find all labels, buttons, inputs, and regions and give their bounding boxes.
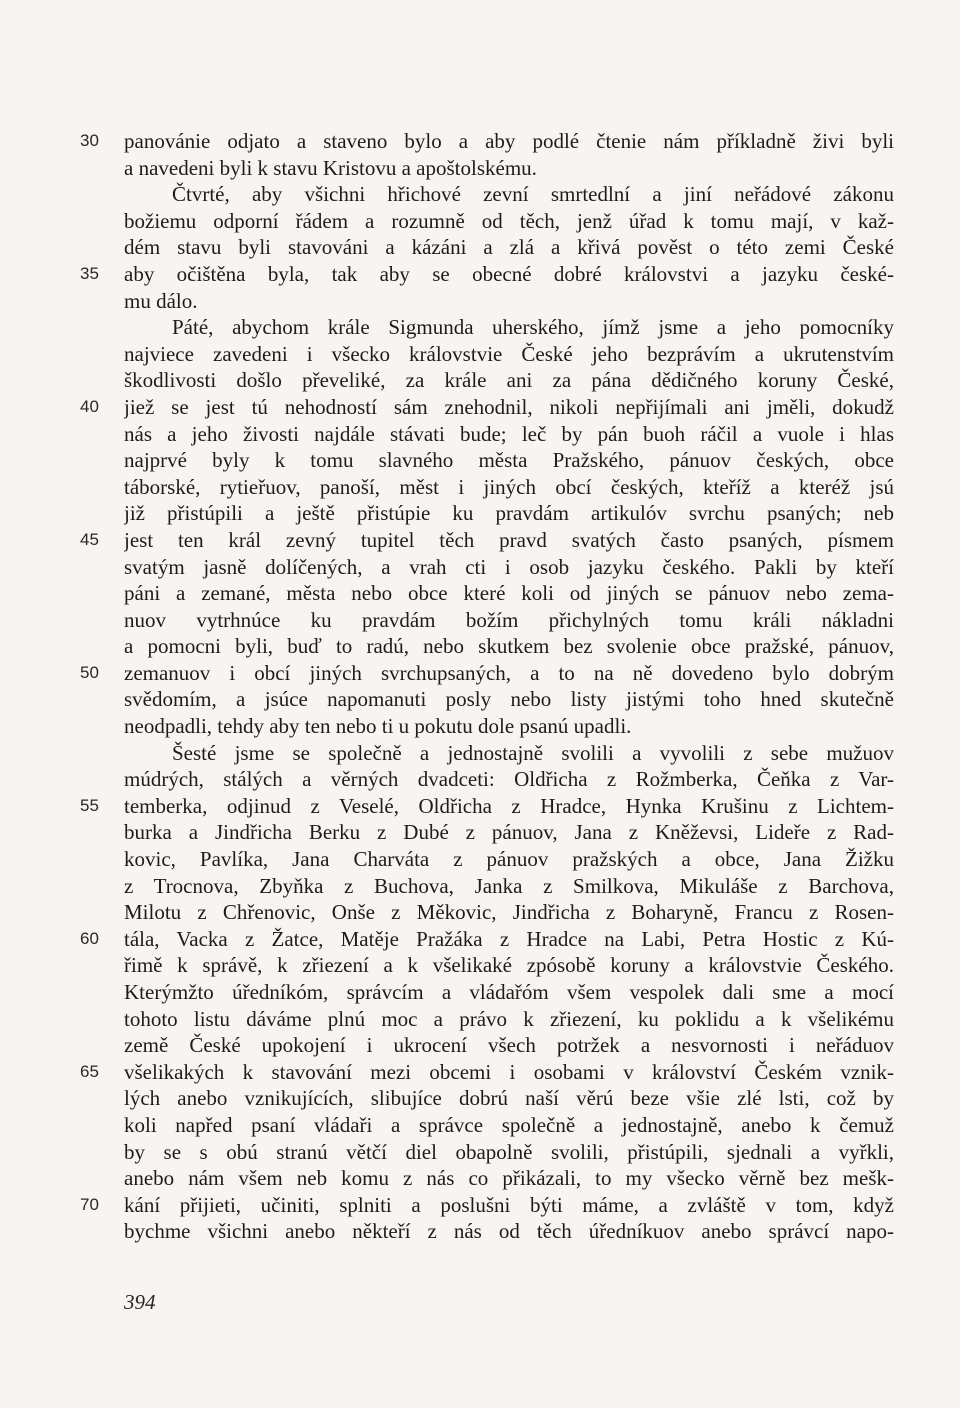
text-line: dém stavu byli stavováni a kázáni a zlá a křivá pověst o této zemi České [124,235,894,260]
text-line: burka a Jindřicha Berku z Dubé z pánuov, Jana z Kněževsi, Lideře z Rad- [124,820,894,845]
text-line: jest ten král zevný tupitel těch pravd svatých často psaných, písmem [124,527,894,552]
body-text [124,128,894,1245]
text-line: řimě k správě, k zřiezení a k všelikaké zpósobě koruny a královstvie Českého. [124,953,894,978]
text-line: temberka, odjinud z Veselé, Oldřicha z Hradce, Hynka Krušinu z Lichtem- [124,793,894,818]
text-line: kání přijieti, učiniti, splniti a poslušni býti máme, a zvláště v tom, když [124,1192,894,1217]
text-line: neodpadli, tehdy aby ten nebo ti u pokutu dole psanú upadli. [124,714,632,739]
text-line: svatým jasně dolíčených, a vrah cti i osob jazyku českého. Pakli by kteří [124,554,894,579]
text-line: škodlivosti došlo převeliké, za krále ani za pána dědičného koruny České, [124,368,894,393]
text-line: zemanuov i obcí jiných svrchupsaných, a to na ně dovedeno bylo dobrým [124,660,894,685]
line-number-55: 55 [80,796,99,815]
line-number-70: 70 [80,1195,99,1214]
text-line: táborské, rytieřuov, panoší, měst i jiných obcí českých, kteříž a kteréž jsú [124,474,894,499]
line-number-45: 45 [80,530,99,549]
text-line: svědomím, a jsúce napomanuti posly nebo listy jistými toho hned skutečně [124,687,894,712]
text-line: múdrých, stálých a věrných dvadceti: Oldřicha z Rožmberka, Čeňka z Var- [124,767,894,792]
text-line: země České upokojení i ukrocení všech potržek a nesvornosti i neřáduov [124,1033,894,1058]
text-line: anebo nám všem neb komu z nás co přikázali, to my všecko věrně bez mešk- [124,1166,894,1191]
text-line: lých anebo vznikujících, slibujíce dobrú naší věrú beze všie zlé lsti, což by [124,1086,894,1111]
text-line: najviece zavedeni i všecko královstvie České jeho bezprávím a ukrutenstvím [124,341,894,366]
text-line: kovic, Pavlíka, Jana Charváta z pánuov pražských a obce, Jana Žižku [124,847,894,872]
text-line: Šesté jsme se společně a jednostajně svolili a vyvolili z sebe mužuov [172,740,894,765]
text-line: páni a zemané, města nebo obce které koli od jiných se pánuov nebo zema- [124,581,894,606]
page-number: 394 [124,1290,156,1314]
text-line: tohoto listu dáváme plnú moc a právo k zřiezení, ku poklidu a k všelikému [124,1006,894,1031]
text-line: všelikakých k stavování mezi obcemi i osobami v království Českém vznik- [124,1059,894,1084]
text-line: a navedeni byli k stavu Kristovu a apoštolskému. [124,155,537,180]
text-line: mu dálo. [124,288,198,313]
text-line: aby očištěna byla, tak aby se obecné dobré královstvi a jazyku české- [124,261,894,286]
text-line: božiemu odporní řádem a rozumně od těch, jenž úřad k tomu mají, v kaž- [124,208,894,233]
line-number-60: 60 [80,929,99,948]
text-line: by se s obú stranú větčí diel obapolně svolili, přistúpili, sjednali a vyřkli, [124,1139,894,1164]
line-number-35: 35 [80,264,99,283]
text-line: a pomocni byli, buď to radú, nebo skutkem bez svolenie obce pražské, pánuov, [124,634,894,659]
line-number-50: 50 [80,663,99,682]
text-line: z Trocnova, Zbyňka z Buchova, Janka z Smilkova, Mikuláše z Barchova, [124,873,894,898]
text-line: již přistúpili a ještě přistúpie ku pravdám artikulóv svrchu psaných; neb [124,501,894,526]
text-line: Páté, abychom krále Sigmunda uherského, jímž jsme a jeho pomocníky [172,315,894,340]
line-number-65: 65 [80,1062,99,1081]
text-line: koli napřed psaní vládaři a správce společně a jednostajně, anebo k čemuž [124,1112,894,1137]
text-line: panovánie odjato a staveno bylo a aby podlé čtenie nám příkladně živi byli [124,129,894,153]
text-line: najprvé byly k tomu slavného města Pražského, pánuov českých, obce [124,448,894,473]
text-line: bychme všichni anebo někteří z nás od těch úředníkuov anebo správcí napo- [124,1219,894,1244]
text-line: Kterýmžto úředníkóm, správcím a vládařóm všem vespolek dali sme a mocí [124,980,894,1004]
text-line: jiež se jest tú nehodností sám znehodnil, nikoli nepřijímali ani jměli, dokudž [124,394,894,419]
text-line: tála, Vacka z Žatce, Matěje Pražáka z Hradce na Labi, Petra Hostic z Kú- [124,926,894,951]
line-number-40: 40 [80,397,99,416]
text-line: Čtvrté, aby všichni hřichové zevní smrtedlní a jiní neřádové zákonu [172,182,894,207]
text-line: nuov vytrhnúce ku pravdám božím přichylných tomu králi nákladni [124,607,894,632]
text-line: nás a jeho živosti najdále stávati bude; leč by pán buoh ráčil a vuole i hlas [124,421,894,446]
text-line: Milotu z Chřenovic, Onše z Měkovic, Jindřicha z Boharyně, Francu z Rosen- [124,900,894,925]
line-number-30: 30 [80,131,99,150]
